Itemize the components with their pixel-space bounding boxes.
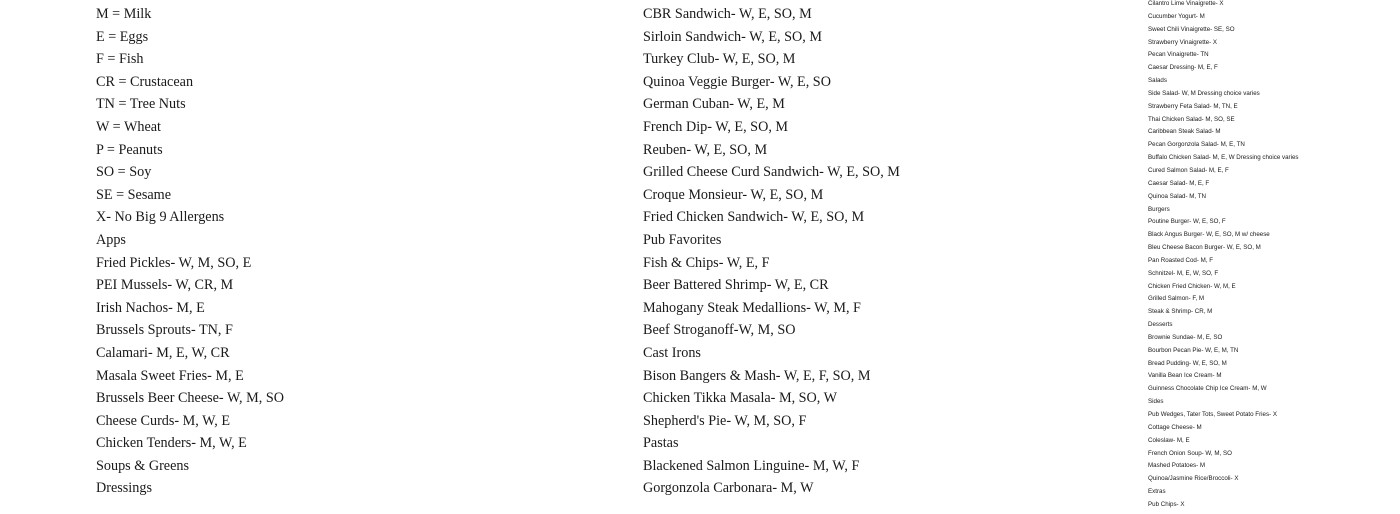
legend-eggs: E = Eggs bbox=[96, 28, 149, 45]
menu-item: Grilled Salmon- F, M bbox=[1148, 295, 1205, 303]
menu-item: Cilantro Lime Vinaigrette- X bbox=[1148, 0, 1224, 7]
menu-item: Cheese Curds- M, W, E bbox=[96, 412, 230, 429]
menu-item: Caribbean Steak Salad- M bbox=[1148, 128, 1221, 136]
legend-wheat: W = Wheat bbox=[96, 118, 161, 135]
menu-item: Brussels Beer Cheese- W, M, SO bbox=[96, 390, 284, 407]
menu-item: Side Salad- W, M Dressing choice varies bbox=[1148, 89, 1260, 97]
section-heading-cast-irons: Cast Irons bbox=[643, 344, 701, 361]
menu-item: Chicken Fried Chicken- W, M, E bbox=[1148, 282, 1236, 290]
menu-item: Bison Bangers & Mash- W, E, F, SO, M bbox=[643, 367, 871, 384]
menu-item: French Dip- W, E, SO, M bbox=[643, 118, 789, 135]
legend-crustacean: CR = Crustacean bbox=[96, 73, 194, 90]
menu-item: Caesar Dressing- M, E, F bbox=[1148, 64, 1218, 72]
menu-item: Masala Sweet Fries- M, E bbox=[96, 367, 244, 384]
menu-item: Pecan Gorgonzola Salad- M, E, TN bbox=[1148, 141, 1245, 149]
menu-item: Turkey Club- W, E, SO, M bbox=[643, 51, 796, 68]
menu-item: Cottage Cheese- M bbox=[1148, 423, 1202, 431]
section-heading-pub-favorites: Pub Favorites bbox=[643, 231, 722, 248]
menu-item: CBR Sandwich- W, E, SO, M bbox=[643, 6, 812, 22]
menu-item: PEI Mussels- W, CR, M bbox=[96, 277, 234, 294]
sandwiches-and-entrees-column bbox=[643, 5, 900, 502]
menu-item: Fish & Chips- W, E, F bbox=[643, 254, 770, 271]
legend-fish: F = Fish bbox=[96, 51, 144, 68]
menu-item: Cured Salmon Salad- M, E, F bbox=[1148, 166, 1229, 174]
menu-item: Fried Pickles- W, M, SO, E bbox=[96, 254, 252, 271]
menu-item: Brownie Sundae- M, E, SO bbox=[1148, 333, 1223, 341]
legend-sesame: SE = Sesame bbox=[96, 186, 171, 203]
menu-item: Bread Pudding- W, E, SO, M bbox=[1148, 359, 1227, 367]
menu-item: Sirloin Sandwich- W, E, SO, M bbox=[643, 28, 822, 45]
menu-item: Steak & Shrimp- CR, M bbox=[1148, 308, 1213, 316]
menu-item: Sweet Chili Vinaigrette- SE, SO bbox=[1148, 25, 1235, 33]
section-heading-sides: Sides bbox=[1148, 398, 1164, 406]
menu-item: Beer Battered Shrimp- W, E, CR bbox=[643, 277, 829, 294]
menu-item: German Cuban- W, E, M bbox=[643, 96, 785, 113]
section-heading-dressings: Dressings bbox=[96, 480, 152, 497]
section-heading-salads: Salads bbox=[1148, 77, 1167, 85]
menu-item: Fried Chicken Sandwich- W, E, SO, M bbox=[643, 209, 865, 226]
menu-item: Irish Nachos- M, E bbox=[96, 299, 205, 316]
section-heading-pastas: Pastas bbox=[643, 435, 679, 452]
menu-item: Quinoa Veggie Burger- W, E, SO bbox=[643, 73, 831, 90]
menu-item: Grilled Cheese Curd Sandwich- W, E, SO, M bbox=[643, 164, 900, 181]
legend-soy: SO = Soy bbox=[96, 164, 152, 181]
menu-item: Beef Stroganoff-W, M, SO bbox=[643, 322, 796, 339]
menu-item: Pub Wedges, Tater Tots, Sweet Potato Fries- X bbox=[1148, 411, 1277, 418]
menu-item: Mahogany Steak Medallions- W, M, F bbox=[643, 299, 861, 316]
menu-item: Chicken Tikka Masala- M, SO, W bbox=[643, 390, 838, 407]
menu-item: Mashed Potatoes- M bbox=[1148, 462, 1206, 470]
menu-item: Quinoa Salad- M, TN bbox=[1148, 192, 1207, 200]
menu-item: Blackened Salmon Linguine- M, W, F bbox=[643, 457, 860, 474]
legend-peanuts: P = Peanuts bbox=[96, 141, 163, 158]
menu-item: Pan Roasted Cod- M, F bbox=[1148, 256, 1213, 264]
menu-item: Pecan Vinaigrette- TN bbox=[1148, 51, 1209, 59]
menu-item: Bourbon Pecan Pie- W, E, M, TN bbox=[1148, 346, 1239, 354]
dressings-salads-burgers-desserts-sides-column bbox=[1148, 0, 1400, 514]
menu-item: Calamari- M, E, W, CR bbox=[96, 344, 230, 361]
menu-item: Buffalo Chicken Salad- M, E, W Dressing choice varies bbox=[1148, 154, 1299, 162]
menu-item: Pub Chips- X bbox=[1148, 500, 1185, 508]
menu-item: Strawberry Feta Salad- M, TN, E bbox=[1148, 102, 1238, 110]
legend-milk: M = Milk bbox=[96, 6, 152, 22]
menu-item: Schnitzel- M, E, W, SO, F bbox=[1148, 269, 1219, 277]
legend-no-allergens: X- No Big 9 Allergens bbox=[96, 209, 225, 226]
menu-item: Chicken Tenders- M, W, E bbox=[96, 435, 247, 452]
menu-item: Poutine Burger- W, E, SO, F bbox=[1148, 218, 1226, 226]
section-heading-extras: Extras bbox=[1148, 488, 1166, 496]
menu-item: Guinness Chocolate Chip Ice Cream- M, W bbox=[1148, 385, 1267, 393]
section-heading-soups-greens: Soups & Greens bbox=[96, 457, 190, 474]
menu-item: French Onion Soup- W, M, SO bbox=[1148, 449, 1232, 457]
menu-item: Reuben- W, E, SO, M bbox=[643, 141, 768, 158]
menu-item: Shepherd's Pie- W, M, SO, F bbox=[643, 412, 807, 429]
menu-item: Black Angus Burger- W, E, SO, M w/ cheese bbox=[1148, 231, 1270, 239]
menu-item: Coleslaw- M, E bbox=[1148, 436, 1190, 444]
section-heading-burgers: Burgers bbox=[1148, 205, 1170, 213]
section-heading-apps: Apps bbox=[96, 231, 126, 248]
allergen-legend-and-apps-column bbox=[96, 5, 284, 502]
legend-tree-nuts: TN = Tree Nuts bbox=[96, 96, 186, 113]
menu-item: Cucumber Yogurt- M bbox=[1148, 12, 1205, 20]
menu-item: Vanilla Bean Ice Cream- M bbox=[1148, 372, 1222, 380]
menu-item: Gorgonzola Carbonara- M, W bbox=[643, 480, 814, 497]
menu-item: Croque Monsieur- W, E, SO, M bbox=[643, 186, 824, 203]
menu-item: Brussels Sprouts- TN, F bbox=[96, 322, 233, 339]
menu-item: Quinoa/Jasmine Rice/Broccoli- X bbox=[1148, 475, 1239, 483]
menu-item: Strawberry Vinaigrette- X bbox=[1148, 38, 1218, 46]
menu-item: Thai Chicken Salad- M, SO, SE bbox=[1148, 115, 1235, 123]
menu-item: Caesar Salad- M, E, F bbox=[1148, 179, 1210, 187]
menu-item: Bleu Cheese Bacon Burger- W, E, SO, M bbox=[1148, 244, 1261, 252]
section-heading-desserts: Desserts bbox=[1148, 321, 1173, 329]
